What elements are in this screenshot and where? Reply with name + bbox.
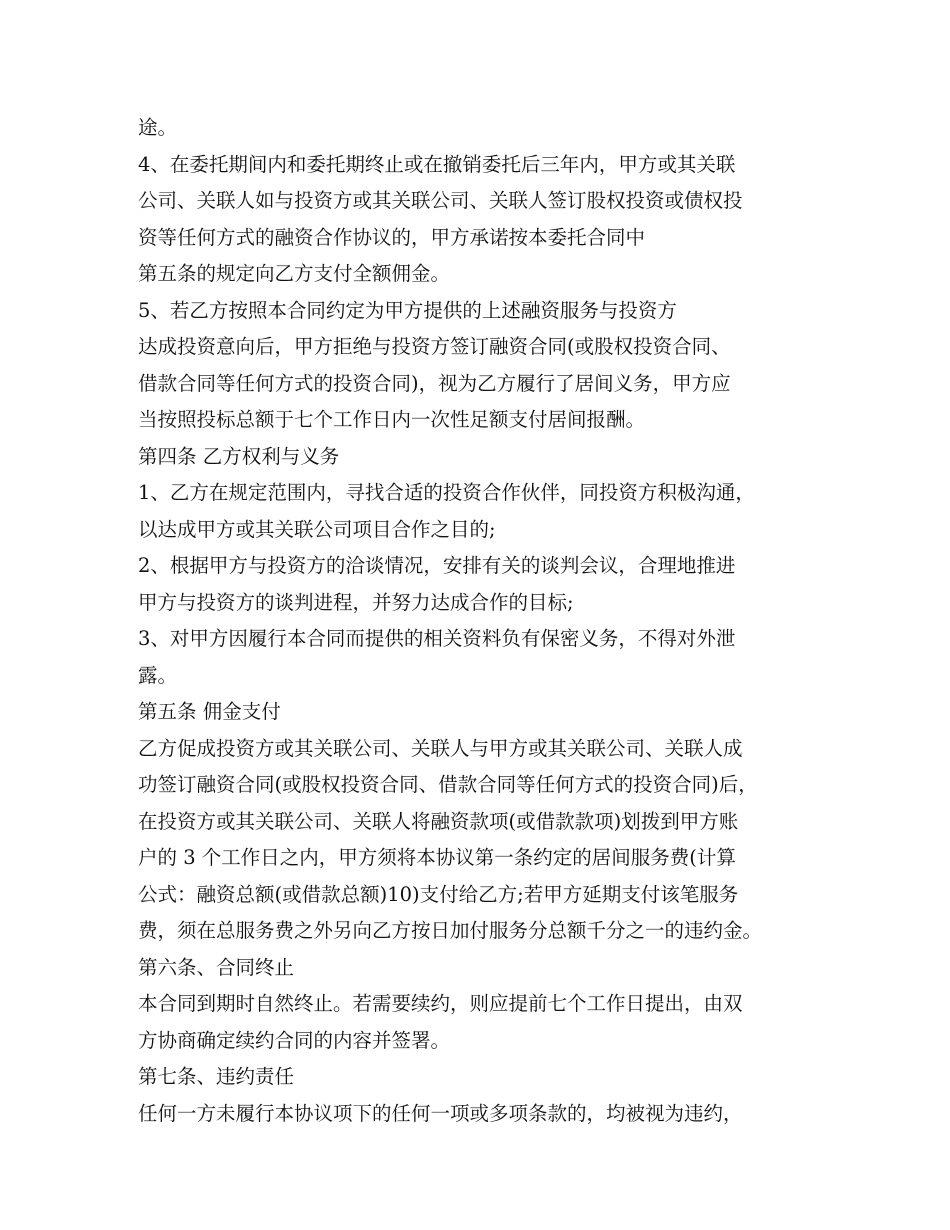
text-line: 当按照投标总额于七个工作日内一次性足额支付居间报酬。	[138, 408, 646, 431]
text-line: 公司、关联人如与投资方或其关联公司、关联人签订股权投资或债权投	[138, 189, 743, 212]
text-line: 露。	[138, 663, 178, 687]
text-line: 费，须在总服务费之外另向乙方按日加付服务分总额千分之一的违约金。	[138, 919, 763, 942]
text-line: 1、乙方在规定范围内，寻找合适的投资合作伙伴，同投资方积极沟通，	[138, 481, 755, 504]
text-line: 任何一方未履行本协议项下的任何一项或多项条款的，均被视为违约，	[138, 1101, 743, 1125]
text-line: 借款合同等任何方式的投资合同)，视为乙方履行了居间义务，甲方应	[138, 371, 731, 395]
text-line: 资等任何方式的融资合作协议的，甲方承诺按本委托合同中	[138, 225, 646, 249]
text-line: 5、若乙方按照本合同约定为甲方提供的上述融资服务与投资方	[138, 298, 677, 322]
text-line: 乙方促成投资方或其关联公司、关联人与甲方或其关联公司、关联人成	[138, 736, 743, 760]
text-line: 功签订融资合同(或股权投资合同、借款合同等任何方式的投资合同)后，	[138, 773, 758, 796]
section-heading: 第七条、违约责任	[138, 1065, 295, 1088]
text-line: 户的 3 个工作日之内，甲方须将本协议第一条约定的居间服务费(计算	[138, 846, 736, 869]
text-line: 公式：融资总额(或借款总额)10)支付给乙方;若甲方延期支付该笔服务	[138, 882, 739, 906]
text-line: 以达成甲方或其关联公司项目合作之目的;	[138, 517, 496, 541]
text-line: 达成投资意向后，甲方拒绝与投资方签订融资合同(或股权投资合同、	[138, 335, 731, 358]
section-heading: 第六条、合同终止	[138, 955, 295, 979]
text-line: 2、根据甲方与投资方的洽谈情况，安排有关的谈判会议，合理地推进	[138, 554, 736, 577]
text-line: 途。	[138, 116, 178, 139]
text-line: 甲方与投资方的谈判进程，并努力达成合作的目标;	[138, 590, 574, 614]
text-line: 第五条的规定向乙方支付全额佣金。	[138, 262, 451, 285]
text-line: 4、在委托期间内和委托期终止或在撤销委托后三年内，甲方或其关联	[138, 152, 736, 176]
text-line: 本合同到期时自然终止。若需要续约，则应提前七个工作日提出，由双	[138, 992, 743, 1015]
text-line: 在投资方或其关联公司、关联人将融资款项(或借款款项)划拨到甲方账	[138, 809, 739, 833]
text-line: 3、对甲方因履行本合同而提供的相关资料负有保密义务，不得对外泄	[138, 627, 736, 650]
section-heading: 第四条 乙方权利与义务	[138, 444, 340, 468]
text-line: 方协商确定续约合同的内容并签署。	[138, 1028, 451, 1052]
section-heading: 第五条 佣金支付	[138, 700, 281, 723]
document-body	[138, 110, 838, 1132]
